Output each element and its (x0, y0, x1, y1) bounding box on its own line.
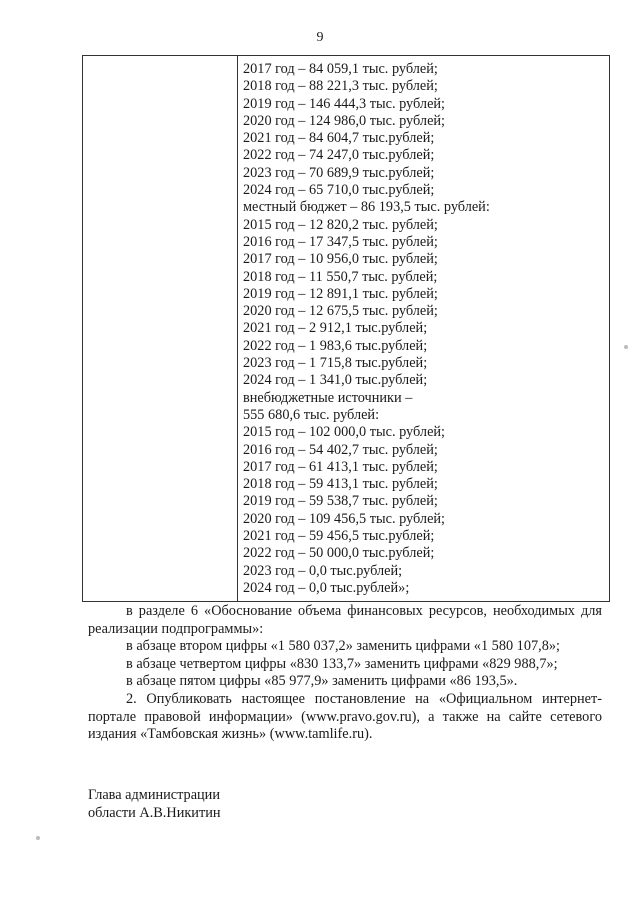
funding-line: 2020 год – 109 456,5 тыс. рублей; (243, 510, 446, 527)
funding-line: 2022 год – 1 983,6 тыс.рублей; (243, 337, 428, 354)
funding-line: 2023 год – 0,0 тыс.рублей; (243, 562, 403, 579)
funding-line: 2021 год – 2 912,1 тыс.рублей; (243, 320, 428, 337)
funding-line: 2017 год – 61 413,1 тыс. рублей; (243, 458, 438, 475)
funding-line: 2022 год – 74 247,0 тыс.рублей; (243, 147, 435, 164)
signature-block (88, 787, 221, 822)
margin-dot (36, 836, 40, 840)
paragraph-item2: 2. Опубликовать настоящее постановление на «Официальном интернет-портале правовой информации» (www.pravo.gov.ru), а также на сайте сетевого издания «Тамбовская жизнь» (www.tamlife.ru). (88, 690, 602, 743)
signature-title: Глава администрации (88, 787, 220, 803)
funding-line: 2023 год – 1 715,8 тыс.рублей; (243, 355, 428, 372)
funding-line: 2019 год – 12 891,1 тыс. рублей; (243, 285, 438, 302)
funding-line: 555 680,6 тыс. рублей: (243, 406, 380, 423)
funding-line: 2016 год – 54 402,7 тыс. рублей; (243, 441, 438, 458)
funding-line: 2021 год – 59 456,5 тыс.рублей; (243, 528, 435, 545)
page-number: 9 (316, 30, 324, 45)
signature-name: области А.В.Никитин (88, 804, 221, 821)
paragraph-section6: в разделе 6 «Обоснование объема финансовых ресурсов, необходимых для реализации подпрограммы»: (88, 603, 602, 637)
funding-line: 2015 год – 102 000,0 тыс. рублей; (243, 424, 446, 441)
table-column-divider (237, 56, 238, 601)
funding-line: 2016 год – 17 347,5 тыс. рублей; (243, 233, 438, 250)
body-text (88, 603, 602, 744)
funding-line: 2017 год – 10 956,0 тыс. рублей; (243, 251, 438, 268)
paragraph-abzac5: в абзаце пятом цифры «85 977,9» заменить цифрами «86 193,5». (126, 673, 518, 690)
funding-line: 2024 год – 1 341,0 тыс.рублей; (243, 372, 428, 389)
funding-line: 2021 год – 84 604,7 тыс.рублей; (243, 130, 435, 147)
funding-line: 2024 год – 0,0 тыс.рублей»; (243, 579, 410, 596)
funding-line: 2022 год – 50 000,0 тыс.рублей; (243, 545, 435, 562)
funding-line: 2023 год – 70 689,9 тыс.рублей; (243, 164, 435, 181)
paragraph-abzac4: в абзаце четвертом цифры «830 133,7» заменить цифрами «829 988,7»; (126, 655, 558, 672)
funding-line: 2019 год – 146 444,3 тыс. рублей; (243, 95, 446, 112)
funding-line: 2020 год – 124 986,0 тыс. рублей; (243, 112, 446, 129)
funding-line: 2017 год – 84 059,1 тыс. рублей; (243, 61, 438, 77)
funding-line: внебюджетные источники – (243, 389, 413, 406)
funding-lines (243, 61, 490, 597)
funding-line: 2018 год – 11 550,7 тыс. рублей; (243, 268, 438, 285)
funding-line: 2019 год – 59 538,7 тыс. рублей; (243, 493, 438, 510)
funding-line: 2015 год – 12 820,2 тыс. рублей; (243, 216, 438, 233)
funding-line: 2018 год – 88 221,3 тыс. рублей; (243, 78, 438, 95)
funding-line: 2020 год – 12 675,5 тыс. рублей; (243, 303, 438, 320)
paragraph-abzac2: в абзаце втором цифры «1 580 037,2» заменить цифрами «1 580 107,8»; (126, 638, 560, 655)
funding-line: 2018 год – 59 413,1 тыс. рублей; (243, 476, 438, 493)
margin-dot (624, 345, 628, 349)
funding-line: местный бюджет – 86 193,5 тыс. рублей: (243, 199, 490, 216)
funding-table (82, 55, 610, 602)
funding-line: 2024 год – 65 710,0 тыс.рублей; (243, 182, 435, 199)
